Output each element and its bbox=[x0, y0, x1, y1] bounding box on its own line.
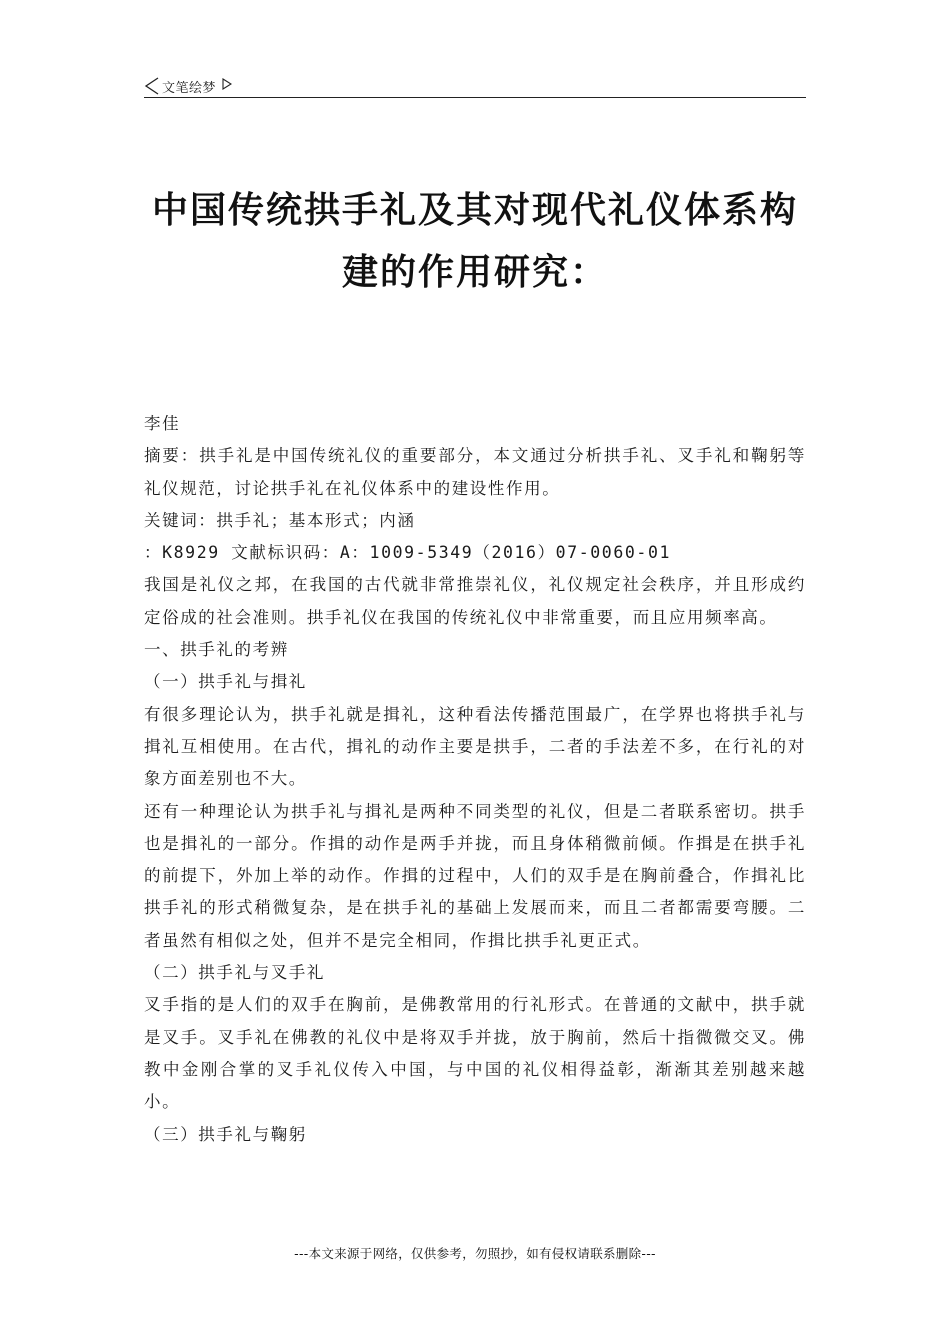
triangle-right-icon bbox=[222, 78, 232, 90]
subsection-heading: （二）拱手礼与叉手礼 bbox=[144, 963, 325, 983]
classification-code: ：K8929 文献标识码：A：1009-5349（2016）07-0060-01 bbox=[144, 543, 672, 563]
author: 李佳 bbox=[144, 414, 181, 433]
subsection-heading: （三）拱手礼与鞠躬 bbox=[144, 1124, 307, 1144]
document-title bbox=[100, 180, 850, 304]
section-heading: 一、拱手礼的考辨 bbox=[144, 640, 289, 660]
paragraph: 还有一种理论认为拱手礼与揖礼是两种不同类型的礼仪，但是二者联系密切。拱手也是揖礼的一部分。作揖的动作是两手并拢，而且身体稍微前倾。作揖是在拱手礼的前提下，外加上举的动作。作揖的过程中，人们的双手是在胸前叠合，作揖礼比拱手礼的形式稍微复杂，是在拱手礼的基础上发展而来，而且二者都需要弯腰。二者虽然有相似之处，但并不是完全相同，作揖比拱手礼更正式。 bbox=[144, 801, 806, 950]
subsection-heading: （一）拱手礼与揖礼 bbox=[144, 672, 307, 692]
footer-notice: ---本文来源于网络，仅供参考，勿照抄，如有侵权请联系删除--- bbox=[294, 1246, 656, 1261]
abstract: 摘要：拱手礼是中国传统礼仪的重要部分，本文通过分析拱手礼、叉手礼和鞠躬等礼仪规范，讨论拱手礼在礼仪体系中的建设性作用。 bbox=[144, 446, 806, 498]
title-line-2: 建的作用研究： bbox=[341, 252, 608, 293]
page-header bbox=[144, 74, 806, 98]
paragraph: 有很多理论认为，拱手礼就是揖礼，这种看法传播范围最广，在学界也将拱手礼与揖礼互相使用。在古代，揖礼的动作主要是拱手，二者的手法差不多，在行礼的对象方面差别也不大。 bbox=[144, 704, 806, 789]
paragraph: 叉手指的是人们的双手在胸前，是佛教常用的行礼形式。在普通的文献中，拱手就是叉手。叉手礼在佛教的礼仪中是将双手并拢，放于胸前，然后十指微微交叉。佛教中金刚合掌的叉手礼仪传入中国，与中国的礼仪相得益彰，渐渐其差别越来越小。 bbox=[144, 995, 806, 1112]
keywords: 关键词：拱手礼；基本形式；内涵 bbox=[144, 510, 416, 530]
title-line-1: 中国传统拱手礼及其对现代礼仪体系构 bbox=[151, 190, 798, 231]
document-body bbox=[144, 408, 806, 1151]
header-brand: 文笔绘梦 bbox=[162, 80, 217, 96]
intro-paragraph: 我国是礼仪之邦，在我国的古代就非常推崇礼仪，礼仪规定社会秩序，并且形成约定俗成的社会准则。拱手礼仪在我国的传统礼仪中非常重要，而且应用频率高。 bbox=[144, 575, 806, 627]
header-divider bbox=[144, 97, 806, 98]
triangle-left-icon bbox=[144, 77, 160, 95]
